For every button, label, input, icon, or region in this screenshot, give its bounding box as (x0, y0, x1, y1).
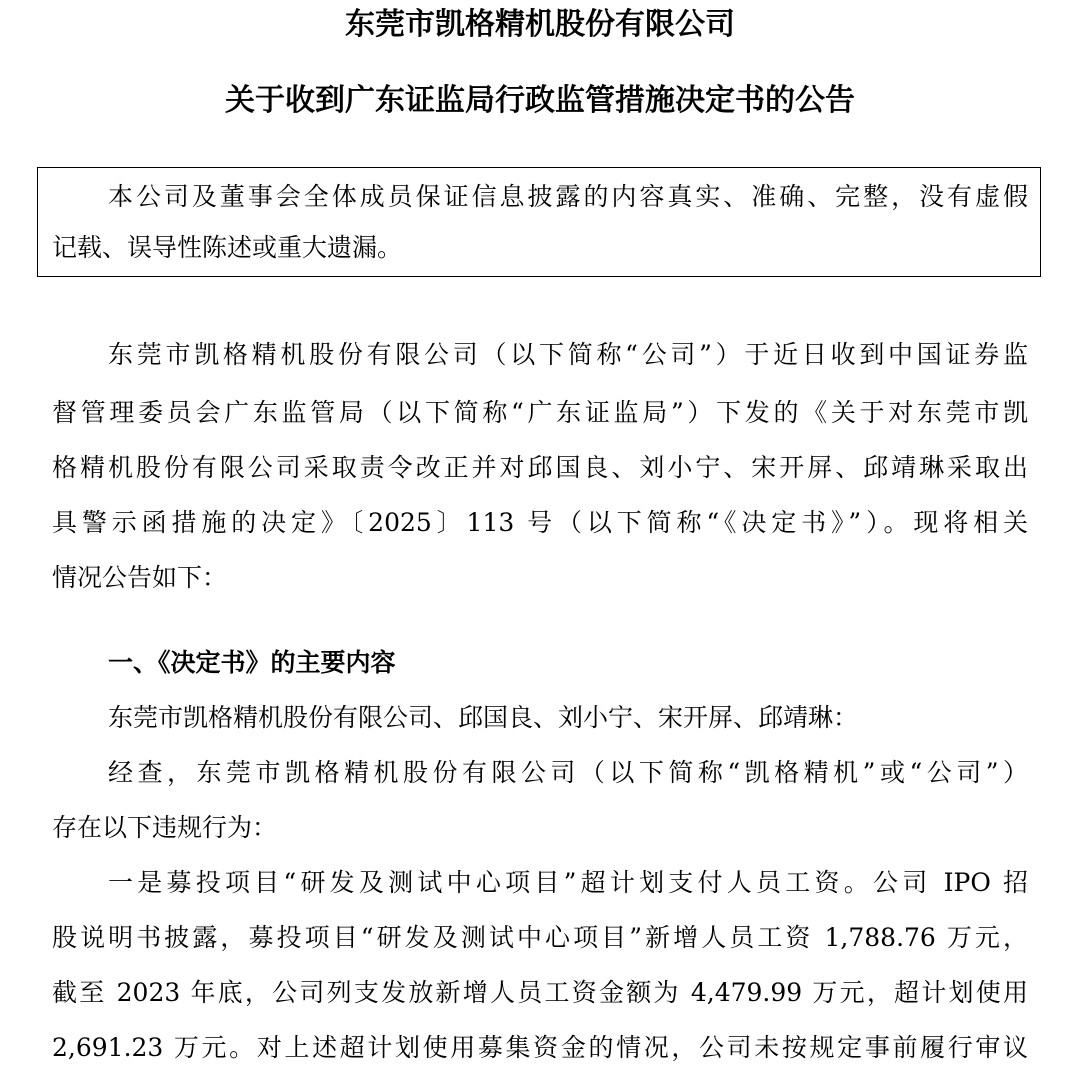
intro-line-5: 情况公告如下： (52, 563, 228, 592)
section-heading: 一、《决定书》的主要内容 (108, 648, 396, 677)
finding-line-2: 存在以下违规行为： (52, 813, 278, 842)
item1-line-3: 截至 2023 年底，公司列支发放新增人员工资金额为 4,479.99 万元，超计划使用 (52, 978, 1028, 1007)
announcement-title: 关于收到广东证监局行政监管措施决定书的公告 (225, 83, 855, 118)
intro-line-2: 督管理委员会广东监管局（以下简称“广东证监局”）下发的《关于对东莞市凯 (52, 398, 1028, 427)
item1-line-1: 一是募投项目“研发及测试中心项目”超计划支付人员工资。公司 IPO 招 (108, 868, 1028, 897)
item1-line-4: 2,691.23 万元。对上述超计划使用募集资金的情况，公司未按规定事前履行审议 (52, 1033, 1028, 1062)
company-name-title: 东莞市凯格精机股份有限公司 (345, 7, 735, 42)
intro-line-1: 东莞市凯格精机股份有限公司（以下简称“公司”）于近日收到中国证券监 (108, 340, 1028, 369)
intro-line-3: 格精机股份有限公司采取责令改正并对邱国良、刘小宁、宋开屏、邱靖琳采取出 (52, 453, 1028, 482)
declaration-line-1: 本公司及董事会全体成员保证信息披露的内容真实、准确、完整，没有虚假 (108, 182, 1028, 211)
addressees-line: 东莞市凯格精机股份有限公司、邱国良、刘小宁、宋开屏、邱靖琳： (108, 703, 859, 732)
declaration-line-2: 记载、误导性陈述或重大遗漏。 (52, 233, 403, 262)
item1-line-2: 股说明书披露，募投项目“研发及测试中心项目”新增人员工资 1,788.76 万元， (52, 923, 1028, 952)
intro-line-4: 具警示函措施的决定》〔2025〕113 号（以下简称“《决定书》”）。现将相关 (52, 508, 1028, 537)
finding-line-1: 经查，东莞市凯格精机股份有限公司（以下简称“凯格精机”或“公司”） (108, 758, 1028, 787)
